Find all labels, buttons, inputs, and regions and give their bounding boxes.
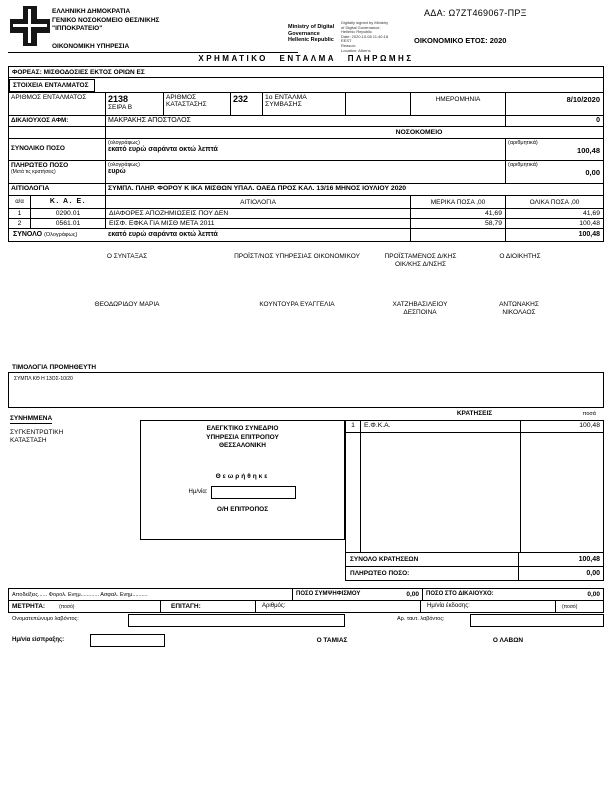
deductions-col-line2 — [520, 421, 521, 552]
approved-label: Θεωρήθηκε — [215, 472, 270, 480]
signature-title-finance-head: ΠΡΟΪΣΤ/ΝΟΣ ΥΠΗΡΕΣΙΑΣ ΟΙΚΟΝΟΜΙΚΟΥ — [234, 253, 360, 260]
item-index: 1 — [9, 209, 31, 218]
commissioner-label: Ο/Η ΕΠΙΤΡΟΠΟΣ — [216, 505, 269, 513]
page-title: ΧΡΗΜΑΤΙΚΟ ΕΝΤΑΛΜΑ ΠΛΗΡΩΜΗΣ — [198, 54, 414, 63]
item-kae: 0561.01 — [31, 219, 106, 228]
recipient-signature-label: Ο ΛΑΒΩΝ — [492, 637, 524, 644]
in-words-hint: (ολογράφως) — [108, 162, 140, 168]
issue-date-label: Ημ/νία έκδοσης: — [421, 601, 556, 612]
stamp-line6: Reason: — [341, 42, 356, 48]
reason-label: ΑΙΤΙΟΛΟΓΙΑ — [9, 184, 106, 195]
deductions-table — [345, 420, 604, 553]
collection-date-field — [90, 634, 165, 647]
stamp-line5: EEST — [341, 38, 352, 44]
cheque-amount-hint: (ποσό) — [562, 604, 578, 610]
afm-value: 0 — [596, 117, 600, 124]
stamp-line2: of Digital Governance, — [341, 24, 381, 30]
org-line2: ΓΕΝΙΚΟ ΝΟΣΟΚΟΜΕΙΟ ΘΕΣ/ΝΙΚΗΣ — [52, 16, 160, 24]
cross-inner-vertical — [28, 9, 31, 43]
deductions-total-label: ΣΥΝΟΛΟ ΚΡΑΤΗΣΕΩΝ — [350, 556, 419, 563]
department-label: ΟΙΚΟΝΟΜΙΚΗ ΥΠΗΡΕΣΙΑ — [52, 43, 130, 50]
payable-amount-value: 0,00 — [585, 168, 600, 177]
item-row — [9, 219, 603, 229]
item-row — [9, 209, 603, 219]
cheque-number-label: Αριθμός: — [256, 601, 421, 612]
cheque-label: ΕΠΙΤΑΓΗ: — [161, 601, 256, 612]
sum-words-hint: (Ολογράφως) — [44, 232, 78, 238]
audit-court-line1: ΕΛΕΓΚΤΙΚΟ ΣΥΝΕΔΡΙΟ — [206, 425, 279, 432]
audit-date-label: Ημ/νία: — [188, 489, 208, 495]
reason-text: ΣΥΜΠΛ. ΠΛΗΡ. ΦΟΡΟΥ Κ ΙΚΑ ΜΙΣΘΩΝ ΥΠΑΛ. ΟΑΕΔ ΠΡΟΣ ΚΑΛ. 13/16 ΜΗΝΟΣ ΙΟΥΛΙΟΥ 2020 — [108, 185, 407, 192]
org-line3: "ΙΠΠΟΚΡΑΤΕΙΟ" — [52, 25, 103, 32]
supplier-invoices-label: ΤΙΜΟΛΟΓΙΑ ΠΡΟΜΗΘΕΥΤΗ — [12, 364, 97, 371]
stamp-line7: Location: Athens — [341, 47, 371, 53]
item-reason: ΔΙΑΦΟΡΕΣ ΑΠΟΖΗΜΙΩΣΕΙΣ ΠΟΥ ΔΕΝ — [106, 209, 411, 218]
net-payable-label: ΠΛΗΡΩΤΕΟ ΠΟΣΟ: — [350, 570, 410, 577]
beneficiary-label: ΔΙΚΑΙΟΥΧΟΣ ΑΦΜ: — [9, 116, 106, 126]
statement-number-value: 232 — [231, 93, 263, 115]
numeric-hint: (αριθμητικά) — [508, 162, 538, 168]
signature-name-1: ΘΕΟΔΩΡΙΔΟΥ ΜΑΡΙΑ — [94, 301, 160, 308]
sum-label: ΣΥΝΟΛΟ — [13, 231, 43, 238]
audit-date-field — [211, 486, 296, 499]
stamp-line3: Hellenic Republic — [341, 29, 372, 35]
col-header-partial: ΜΕΡΙΚΑ ΠΟΣΑ ,00 — [411, 196, 506, 208]
stamp-line1: Digitally signed by Ministry — [341, 20, 389, 25]
signature-title-syntaxas: Ο ΣΥΝΤΑΞΑΣ — [106, 253, 148, 260]
organization-type: ΝΟΣΟΚΟΜΕΙΟ — [395, 129, 443, 136]
contract-warrant-label: 1ο ΕΝΤΑΛΜΑ ΣΥΜΒΑΣΗΣ — [263, 93, 346, 115]
audit-court-line2: ΥΠΗΡΕΣΙΑ ΕΠΙΤΡΟΠΟΥ — [206, 433, 279, 441]
date-value: 8/10/2020 — [566, 95, 600, 104]
warrant-form — [8, 66, 604, 242]
foreas-line: ΦΟΡΕΑΣ: ΜΙΣΘΟΔΟΣΙΕΣ ΕΚΤΟΣ ΟΡΙΩΝ ΕΣ — [9, 67, 603, 78]
recipient-name-label: Ονοματεπώνυμο λαβόντος: — [12, 616, 79, 622]
net-payable-row — [345, 566, 604, 581]
col-header-total: ΟΛΙΚΑ ΠΟΣΑ ,00 — [529, 199, 580, 206]
net-payable-amount: 0,00 — [518, 567, 603, 580]
warrant-number-label: ΑΡΙΘΜΟΣ ΕΝΤΑΛΜΑΤΟΣ — [9, 93, 106, 115]
collection-date-label: Ημ/νία είσπραξης: — [12, 637, 65, 643]
empty-cell — [9, 127, 106, 138]
audit-court-box — [140, 420, 345, 540]
payable-sub-label: (Μετά τις κρατήσεις) — [11, 169, 56, 175]
deduction-row — [346, 421, 603, 433]
deductions-header: ΚΡΑΤΗΣΕΙΣ — [456, 410, 493, 417]
warrant-number-value: 2138 — [108, 94, 129, 104]
org-line1: ΕΛΛΗΝΙΚΗ ΔΗΜΟΚΡΑΤΙΑ — [52, 8, 131, 15]
recipient-id-label: Αρ. ταυτ. λαβόντος: — [397, 616, 445, 622]
item-total: 41,69 — [582, 210, 600, 217]
deductions-col-line1 — [360, 421, 361, 552]
total-amount-words: εκατό ευρώ σαράντα οκτώ λεπτά — [108, 146, 218, 153]
to-beneficiary-label: ΠΟΣΟ ΣΤΟ ΔΙΚΑΙΟΥΧΟ: — [426, 591, 494, 597]
date-label: ΗΜΕΡΟΜΗΝΙΑ — [411, 93, 506, 115]
empty-cell — [411, 229, 506, 241]
footer-payment-row — [8, 600, 604, 613]
ada-code: ΑΔΑ: Ω7ΖΤ469067-ΠΡΞ — [424, 8, 527, 18]
col-header-reason: ΑΙΤΙΟΛΟΓΙΑ — [106, 196, 411, 208]
signature-name-3: ΧΑΤΖΗΒΑΣΙΛΕΙΟΥ ΔΕΣΠΟΙΝΑ — [392, 301, 448, 316]
header-rule — [8, 52, 298, 53]
receipts-line: Αποδείξεις...... Φορολ. Ενημ............ Ασφαλ. Ενημ.......... — [9, 589, 293, 600]
beneficiary-name: ΜΑΚΡΑΚΗΣ ΑΠΟΣΤΟΛΟΣ — [106, 116, 506, 126]
cash-label: ΜΕΤΡΗΤΑ: — [12, 603, 46, 610]
warrant-details-label: ΣΤΟΙΧΕΙΑ ΕΝΤΑΛΜΑΤΟΣ — [9, 79, 95, 92]
deduction-name: Ε.Φ.Κ.Α. — [364, 422, 391, 429]
attachments-label: ΣΥΝΗΜΜΕΝΑ — [10, 415, 53, 422]
cash-amount-hint: (ποσό) — [59, 604, 75, 610]
payable-amount-words: ευρώ — [108, 168, 126, 175]
hospital-cross-logo — [10, 6, 50, 46]
item-total: 100,48 — [579, 220, 600, 227]
cashier-label: Ο ΤΑΜΙΑΣ — [316, 637, 348, 644]
deductions-amounts-label: ποσά — [582, 411, 596, 417]
sum-amount: 100,48 — [578, 231, 600, 238]
audit-court-line3: ΘΕΣΣΑΛΟΝΙΚΗ — [219, 442, 266, 449]
item-partial: 41,69 — [411, 209, 506, 218]
statement-number-label: ΑΡΙΘΜΟΣ ΚΑΤΑΣΤΑΣΗΣ — [164, 93, 231, 115]
item-partial: 58,79 — [411, 219, 506, 228]
deduction-index: 1 — [351, 422, 355, 429]
recipient-name-field — [128, 614, 345, 627]
numeric-hint: (αριθμητικά) — [508, 140, 538, 146]
supplier-invoice-note: ΣΥΜΠΛ ΚΘ Η 13ΟΣ-10/20 — [14, 376, 73, 382]
signature-title-governor: Ο ΔΙΟΙΚΗΤΗΣ — [499, 253, 541, 260]
total-amount-value: 100,48 — [577, 146, 600, 155]
item-index: 2 — [9, 219, 31, 228]
signature-name-2: ΚΟΥΝΤΟΥΡΑ ΕΥΑΓΓΕΛΙΑ — [259, 301, 335, 308]
col-header-kae: Κ. Α. Ε. — [31, 196, 106, 208]
fiscal-year: ΟΙΚΟΝΟΜΙΚΟ ΕΤΟΣ: 2020 — [414, 36, 507, 45]
sum-words: εκατό ευρώ σαράντα οκτώ λεπτά — [106, 229, 411, 241]
deductions-total-amount: 100,48 — [518, 553, 603, 566]
offset-amount-value: 0,00 — [406, 591, 419, 598]
attachments-item: ΣΥΓΚΕΝΤΡΩΤΙΚΗ ΚΑΤΑΣΤΑΣΗ — [10, 429, 64, 444]
deduction-amount: 100,48 — [579, 422, 600, 429]
ministry-line2: Governance — [288, 30, 320, 37]
stamp-line4: Date: 2020.10.08 11:40:18 — [341, 33, 389, 39]
total-amount-label: ΣΥΝΟΛΙΚΟ ΠΟΣΟ — [9, 139, 106, 160]
col-header-index: α/α — [9, 196, 31, 208]
ministry-line3: Hellenic Republic — [288, 37, 334, 43]
item-reason: ΕΙΣΦ. ΕΦΚΑ ΓΙΑ ΜΙΣΘ ΜΕΤΑ 2011 — [106, 219, 411, 228]
series-value: ΣΕΙΡΑ Β — [108, 104, 133, 111]
ministry-line1: Ministry of Digital — [288, 24, 335, 30]
supplier-invoices-box — [8, 372, 604, 408]
signature-title-admin-head: ΠΡΟΪΣΤΑΜΕΝΟΣ Δ/ΚΗΣ ΟΙΚ/ΚΗΣ Δ/ΝΣΗΣ — [384, 253, 457, 268]
deductions-total-row — [345, 552, 604, 567]
to-beneficiary-value: 0,00 — [587, 591, 600, 598]
signature-name-4: ΑΝΤΩΝΑΚΗΣ ΝΙΚΟΛΑΟΣ — [499, 301, 539, 316]
in-words-hint: (ολογράφως) — [108, 140, 140, 146]
payable-amount-label: ΠΛΗΡΩΤΕΟ ΠΟΣΟ — [11, 162, 69, 169]
recipient-id-field — [470, 614, 604, 627]
item-kae: 0290.01 — [31, 209, 106, 218]
empty-cell — [346, 93, 411, 115]
offset-amount-label: ΠΟΣΟ ΣΥΜΨΗΦΙΣΜΟΥ — [296, 591, 361, 597]
